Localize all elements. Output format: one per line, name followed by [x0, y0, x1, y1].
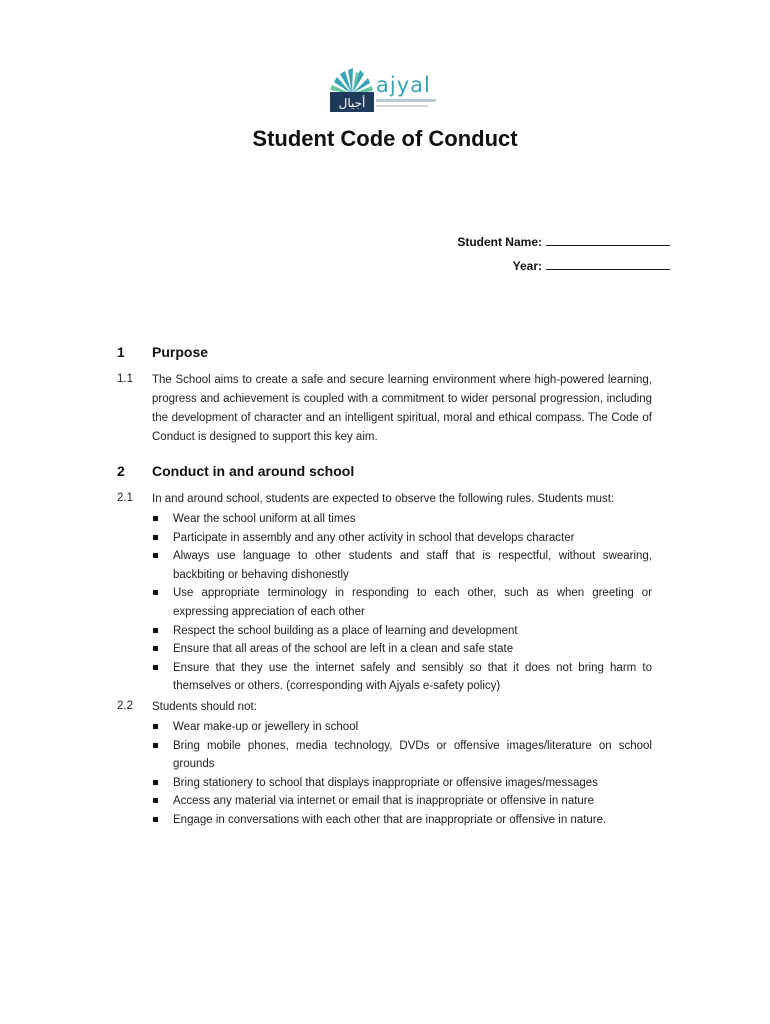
list-item: Participate in assembly and any other activity in school that develops character: [152, 529, 652, 548]
section-number: 2: [117, 463, 125, 479]
subsection-text: The School aims to create a safe and secure learning environment where high-powered learning, progress and achievement is coupled with a commitment to wider personal progression, including the development of character and an intelligent spiritual, moral and ethical compass. The Code of Conduct is designed to support this key aim.: [152, 374, 652, 443]
list-item: Ensure that all areas of the school are left in a clean and safe state: [152, 640, 652, 659]
must-rules-list: [152, 510, 652, 696]
bullet-square-icon: [153, 553, 158, 558]
bullet-square-icon: [153, 743, 158, 748]
student-name-label: Student Name:: [457, 235, 542, 249]
bullet-square-icon: [153, 817, 158, 822]
student-name-blank[interactable]: [546, 234, 670, 246]
subsection-text: In and around school, students are expected to observe the following rules. Students must:: [152, 493, 615, 505]
logo-wordmark: ajyal: [376, 73, 431, 97]
subsection-number: 2.2: [117, 700, 133, 712]
section-number: 1: [117, 344, 125, 360]
list-item: Always use language to other students and staff that is respectful, without swearing, backbiting or behaving dishonestly: [152, 547, 652, 584]
subsection-number: 2.1: [117, 492, 133, 504]
section-heading: Conduct in and around school: [152, 463, 355, 479]
bullet-square-icon: [153, 724, 158, 729]
list-item: Engage in conversations with each other that are inappropriate or offensive in nature.: [152, 811, 652, 830]
bullet-square-icon: [153, 628, 158, 633]
subsection-text: Students should not:: [152, 701, 257, 713]
bullet-square-icon: [153, 646, 158, 651]
list-item: Bring stationery to school that displays inappropriate or offensive images/messages: [152, 774, 652, 793]
list-item: Use appropriate terminology in responding to each other, such as when greeting or expressing appreciation of each other: [152, 584, 652, 621]
list-item: Access any material via internet or email that is inappropriate or offensive in nature: [152, 792, 652, 811]
list-item: Bring mobile phones, media technology, DVDs or offensive images/literature on school grounds: [152, 737, 652, 774]
school-logo: [326, 64, 438, 114]
bullet-square-icon: [153, 665, 158, 670]
page-title: Student Code of Conduct: [252, 126, 518, 151]
student-name-field: [457, 234, 670, 249]
bullet-square-icon: [153, 516, 158, 521]
section-heading: Purpose: [152, 344, 209, 360]
should-not-rules-list: [152, 718, 652, 830]
svg-text:أجيال: أجيال: [338, 96, 366, 110]
logo-tagline-line: [376, 99, 436, 102]
list-item: Wear make-up or jewellery in school: [152, 718, 652, 737]
year-label: Year:: [512, 259, 542, 273]
list-item: Respect the school building as a place of learning and development: [152, 622, 652, 641]
subsection-number: 1.1: [117, 373, 133, 385]
logo-tagline-line-2: [376, 105, 428, 107]
bullet-square-icon: [153, 780, 158, 785]
list-item: Wear the school uniform at all times: [152, 510, 652, 529]
ajyal-emblem-icon: [326, 64, 378, 114]
bullet-square-icon: [153, 590, 158, 595]
bullet-square-icon: [153, 535, 158, 540]
bullet-square-icon: [153, 798, 158, 803]
year-field: [513, 258, 670, 273]
list-item: Ensure that they use the internet safely and sensibly so that it does not bring harm to themselves or others. (corresponding with Ajyals e-safety policy): [152, 659, 652, 696]
year-blank[interactable]: [546, 258, 670, 270]
